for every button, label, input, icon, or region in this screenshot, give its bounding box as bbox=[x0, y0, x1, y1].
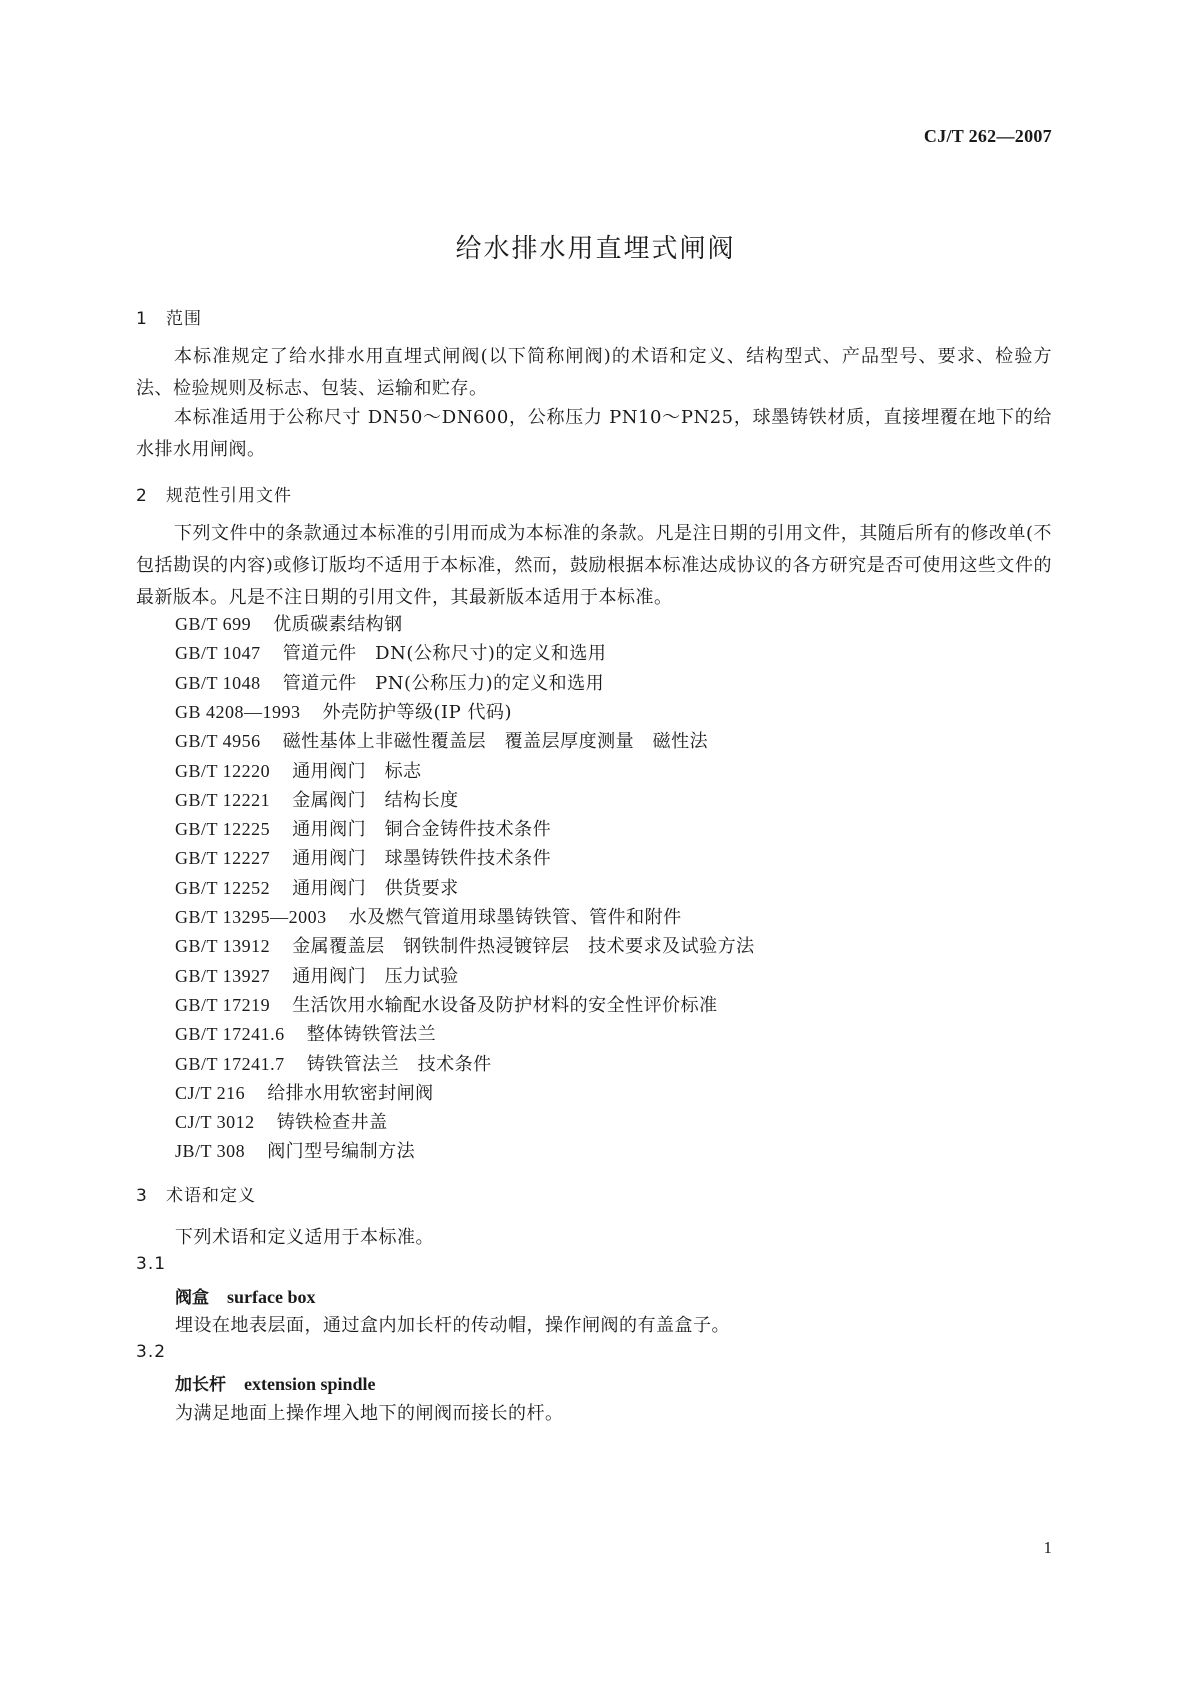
reference-title: 金属阀门 结构长度 bbox=[292, 790, 459, 811]
reference-title: 生活饮用水输配水设备及防护材料的安全性评价标准 bbox=[292, 995, 718, 1016]
reference-item bbox=[175, 698, 512, 724]
reference-code: GB/T 13295—2003 bbox=[175, 907, 327, 927]
reference-title: 整体铸铁管法兰 bbox=[306, 1024, 437, 1045]
term-name-en: extension spindle bbox=[244, 1374, 376, 1394]
reference-code: GB/T 17241.6 bbox=[175, 1024, 285, 1044]
reference-item bbox=[175, 991, 718, 1017]
section-title: 范围 bbox=[166, 309, 202, 329]
reference-item bbox=[175, 1108, 388, 1134]
standard-code: CJ/T 262—2007 bbox=[923, 126, 1052, 146]
section-2-heading bbox=[136, 481, 292, 506]
term-name bbox=[175, 1370, 376, 1395]
reference-title: 金属覆盖层 钢铁制件热浸镀锌层 技术要求及试验方法 bbox=[292, 936, 755, 957]
reference-code: GB/T 13927 bbox=[175, 966, 271, 986]
reference-title: 通用阀门 球墨铸铁件技术条件 bbox=[292, 848, 552, 869]
reference-item bbox=[175, 844, 551, 870]
reference-code: JB/T 308 bbox=[175, 1141, 246, 1161]
term-name bbox=[175, 1283, 316, 1308]
section-number: 2 bbox=[136, 486, 148, 506]
section-number: 3 bbox=[136, 1186, 148, 1206]
reference-code: GB/T 12252 bbox=[175, 878, 271, 898]
reference-title: 给排水用软密封闸阀 bbox=[267, 1083, 434, 1104]
reference-code: GB/T 699 bbox=[175, 614, 252, 634]
reference-code: CJ/T 216 bbox=[175, 1083, 246, 1103]
reference-code: GB/T 12221 bbox=[175, 790, 271, 810]
reference-item bbox=[175, 639, 606, 665]
reference-title: 优质碳素结构钢 bbox=[273, 614, 403, 635]
reference-title: 管道元件 PN(公称压力)的定义和选用 bbox=[282, 673, 605, 694]
reference-title: 水及燃气管道用球墨铸铁管、管件和附件 bbox=[348, 907, 682, 928]
reference-item bbox=[175, 610, 403, 636]
term-name-en: surface box bbox=[227, 1287, 316, 1307]
term-name-cn: 加长杆 bbox=[175, 1375, 226, 1395]
reference-code: GB/T 4956 bbox=[175, 731, 261, 751]
section-1-paragraph: 本标准规定了给水排水用直埋式闸阀(以下简称闸阀)的术语和定义、结构型式、产品型号、要求、检验方法、检验规则及标志、包装、运输和贮存。 bbox=[136, 346, 1052, 399]
section-1-heading bbox=[136, 304, 202, 329]
section-2-intro: 下列文件中的条款通过本标准的引用而成为本标准的条款。凡是注日期的引用文件，其随后所有的修改单(不包括勘误的内容)或修订版均不适用于本标准，然而，鼓励根据本标准达成协议的各方研究是否可使用这些文件的最新版本。凡是不注日期的引用文件，其最新版本适用于本标准。 bbox=[136, 523, 1052, 608]
section-number: 1 bbox=[136, 309, 148, 329]
term-name-cn: 阀盒 bbox=[175, 1288, 209, 1308]
reference-title: 铸铁检查井盖 bbox=[276, 1112, 388, 1133]
reference-code: GB/T 13912 bbox=[175, 936, 271, 956]
section-title: 术语和定义 bbox=[166, 1186, 256, 1206]
reference-code: GB/T 12227 bbox=[175, 848, 271, 868]
reference-title: 通用阀门 标志 bbox=[292, 761, 422, 782]
section-title: 规范性引用文件 bbox=[166, 486, 292, 506]
reference-code: GB/T 17219 bbox=[175, 995, 271, 1015]
term-number: 3.2 bbox=[136, 1342, 167, 1362]
reference-item bbox=[175, 962, 459, 988]
reference-item bbox=[175, 1050, 492, 1076]
reference-item bbox=[175, 757, 422, 783]
section-3-heading bbox=[136, 1181, 256, 1206]
reference-code: GB 4208—1993 bbox=[175, 702, 301, 722]
reference-title: 管道元件 DN(公称尺寸)的定义和选用 bbox=[282, 643, 607, 664]
reference-item bbox=[175, 903, 682, 929]
reference-title: 磁性基体上非磁性覆盖层 覆盖层厚度测量 磁性法 bbox=[282, 731, 709, 752]
reference-item bbox=[175, 1020, 436, 1046]
reference-item bbox=[175, 874, 459, 900]
reference-title: 铸铁管法兰 技术条件 bbox=[306, 1054, 492, 1075]
page-number: 1 bbox=[1043, 1538, 1052, 1557]
reference-code: CJ/T 3012 bbox=[175, 1112, 255, 1132]
reference-title: 通用阀门 压力试验 bbox=[292, 966, 459, 987]
reference-item bbox=[175, 727, 708, 753]
reference-title: 通用阀门 供货要求 bbox=[292, 878, 459, 899]
reference-title: 通用阀门 铜合金铸件技术条件 bbox=[292, 819, 552, 840]
section-3-intro: 下列术语和定义适用于本标准。 bbox=[175, 1227, 434, 1248]
term-definition: 为满足地面上操作埋入地下的闸阀而接长的杆。 bbox=[175, 1403, 564, 1424]
reference-item bbox=[175, 669, 604, 695]
term-number: 3.1 bbox=[136, 1254, 167, 1274]
reference-code: GB/T 1048 bbox=[175, 673, 261, 693]
document-title: 给水排水用直埋式闸阀 bbox=[455, 234, 736, 264]
reference-code: GB/T 1047 bbox=[175, 643, 261, 663]
section-1-paragraph: 本标准适用于公称尺寸 DN50～DN600，公称压力 PN10～PN25，球墨铸铁材质，直接埋覆在地下的给水排水用闸阀。 bbox=[136, 407, 1052, 460]
reference-code: GB/T 12225 bbox=[175, 819, 271, 839]
reference-item bbox=[175, 815, 551, 841]
reference-item bbox=[175, 932, 755, 958]
reference-item bbox=[175, 1137, 415, 1163]
reference-title: 外壳防护等级(IP 代码) bbox=[322, 702, 513, 723]
reference-code: GB/T 17241.7 bbox=[175, 1054, 285, 1074]
reference-code: GB/T 12220 bbox=[175, 761, 271, 781]
reference-item bbox=[175, 1079, 434, 1105]
term-definition: 埋设在地表层面，通过盒内加长杆的传动帽，操作闸阀的有盖盒子。 bbox=[175, 1315, 730, 1336]
reference-title: 阀门型号编制方法 bbox=[267, 1141, 416, 1162]
reference-item bbox=[175, 786, 459, 812]
